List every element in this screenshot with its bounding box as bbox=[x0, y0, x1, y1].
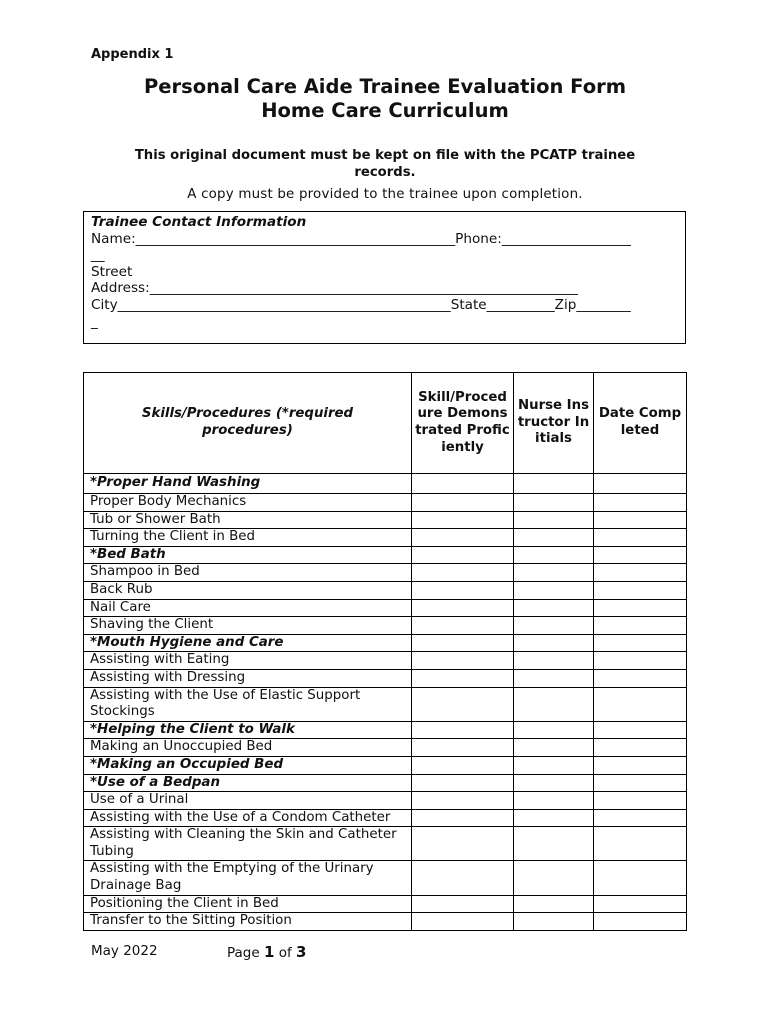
table-row bbox=[84, 564, 687, 582]
skills-table bbox=[83, 372, 687, 931]
initials-cell[interactable] bbox=[514, 529, 594, 547]
initials-cell[interactable] bbox=[514, 895, 594, 913]
table-row bbox=[84, 474, 687, 494]
date-cell[interactable] bbox=[594, 669, 687, 687]
table-row bbox=[84, 721, 687, 739]
demonstrated-cell[interactable] bbox=[412, 792, 514, 810]
skill-label: *Helping the Client to Walk bbox=[84, 721, 412, 739]
table-row bbox=[84, 581, 687, 599]
skill-rows bbox=[84, 474, 687, 931]
table-row bbox=[84, 792, 687, 810]
date-cell[interactable] bbox=[594, 913, 687, 931]
skill-label: *Use of a Bedpan bbox=[84, 774, 412, 792]
initials-cell[interactable] bbox=[514, 739, 594, 757]
demonstrated-cell[interactable] bbox=[412, 669, 514, 687]
date-cell[interactable] bbox=[594, 827, 687, 861]
skill-label: Assisting with the Use of a Condom Catheter bbox=[84, 809, 412, 827]
demonstrated-cell[interactable] bbox=[412, 581, 514, 599]
initials-cell[interactable] bbox=[514, 669, 594, 687]
page-of: of bbox=[278, 945, 292, 961]
initials-cell[interactable] bbox=[514, 652, 594, 670]
date-cell[interactable] bbox=[594, 687, 687, 721]
date-cell[interactable] bbox=[594, 774, 687, 792]
date-cell[interactable] bbox=[594, 494, 687, 512]
table-row bbox=[84, 895, 687, 913]
skill-label: Use of a Urinal bbox=[84, 792, 412, 810]
table-row bbox=[84, 634, 687, 652]
date-cell[interactable] bbox=[594, 809, 687, 827]
initials-cell[interactable] bbox=[514, 581, 594, 599]
date-cell[interactable] bbox=[594, 564, 687, 582]
date-cell[interactable] bbox=[594, 581, 687, 599]
skill-label: Assisting with the Emptying of the Urinary Drainage Bag bbox=[84, 861, 412, 895]
name-phone-wrap: __ bbox=[91, 247, 105, 264]
date-cell[interactable] bbox=[594, 739, 687, 757]
table-row bbox=[84, 546, 687, 564]
demonstrated-cell[interactable] bbox=[412, 687, 514, 721]
table-row bbox=[84, 774, 687, 792]
skill-label: *Mouth Hygiene and Care bbox=[84, 634, 412, 652]
demonstrated-cell[interactable] bbox=[412, 861, 514, 895]
demonstrated-cell[interactable] bbox=[412, 529, 514, 547]
trainee-contact-box bbox=[83, 211, 686, 344]
table-row bbox=[84, 809, 687, 827]
table-row bbox=[84, 617, 687, 635]
demonstrated-cell[interactable] bbox=[412, 739, 514, 757]
demonstrated-cell[interactable] bbox=[412, 494, 514, 512]
date-cell[interactable] bbox=[594, 511, 687, 529]
city-state-zip-field[interactable]: City_________________________________________________State__________Zip________ bbox=[91, 296, 631, 313]
skill-label: Proper Body Mechanics bbox=[84, 494, 412, 512]
date-cell[interactable] bbox=[594, 652, 687, 670]
initials-cell[interactable] bbox=[514, 634, 594, 652]
demonstrated-cell[interactable] bbox=[412, 913, 514, 931]
skill-label: Back Rub bbox=[84, 581, 412, 599]
table-row bbox=[84, 599, 687, 617]
date-cell[interactable] bbox=[594, 756, 687, 774]
initials-cell[interactable] bbox=[514, 809, 594, 827]
initials-cell[interactable] bbox=[514, 792, 594, 810]
header-date-completed: Date Completed bbox=[594, 373, 687, 474]
date-cell[interactable] bbox=[594, 599, 687, 617]
table-row bbox=[84, 669, 687, 687]
initials-cell[interactable] bbox=[514, 564, 594, 582]
demonstrated-cell[interactable] bbox=[412, 774, 514, 792]
table-row bbox=[84, 739, 687, 757]
form-title: Personal Care Aide Trainee Evaluation Form bbox=[143, 75, 627, 98]
initials-cell[interactable] bbox=[514, 861, 594, 895]
date-cell[interactable] bbox=[594, 721, 687, 739]
skill-label: Assisting with Dressing bbox=[84, 669, 412, 687]
skill-label: Shampoo in Bed bbox=[84, 564, 412, 582]
copy-notice: A copy must be provided to the trainee upon completion. bbox=[187, 187, 583, 202]
skill-label: *Making an Occupied Bed bbox=[84, 756, 412, 774]
initials-cell[interactable] bbox=[514, 721, 594, 739]
initials-cell[interactable] bbox=[514, 511, 594, 529]
demonstrated-cell[interactable] bbox=[412, 809, 514, 827]
skill-label: Shaving the Client bbox=[84, 617, 412, 635]
demonstrated-cell[interactable] bbox=[412, 652, 514, 670]
demonstrated-cell[interactable] bbox=[412, 511, 514, 529]
skill-label: *Bed Bath bbox=[84, 546, 412, 564]
address-field[interactable]: Address:_______________________________________________________________ bbox=[91, 280, 578, 297]
name-phone-field[interactable]: Name:_______________________________________________Phone:___________________ bbox=[91, 230, 631, 247]
initials-cell[interactable] bbox=[514, 494, 594, 512]
demonstrated-cell[interactable] bbox=[412, 599, 514, 617]
initials-cell[interactable] bbox=[514, 913, 594, 931]
date-cell[interactable] bbox=[594, 792, 687, 810]
initials-cell[interactable] bbox=[514, 474, 594, 494]
skill-label: Making an Unoccupied Bed bbox=[84, 739, 412, 757]
table-row bbox=[84, 529, 687, 547]
table-row bbox=[84, 827, 687, 861]
date-cell[interactable] bbox=[594, 546, 687, 564]
records-notice: This original document must be kept on file with the PCATP trainee records. bbox=[134, 148, 636, 180]
demonstrated-cell[interactable] bbox=[412, 895, 514, 913]
table-row bbox=[84, 861, 687, 895]
initials-cell[interactable] bbox=[514, 599, 594, 617]
initials-cell[interactable] bbox=[514, 617, 594, 635]
date-cell[interactable] bbox=[594, 474, 687, 494]
demonstrated-cell[interactable] bbox=[412, 721, 514, 739]
skill-label: Nail Care bbox=[84, 599, 412, 617]
demonstrated-cell[interactable] bbox=[412, 474, 514, 494]
demonstrated-cell[interactable] bbox=[412, 617, 514, 635]
demonstrated-cell[interactable] bbox=[412, 634, 514, 652]
appendix-label: Appendix 1 bbox=[91, 47, 174, 62]
skill-label: *Proper Hand Washing bbox=[84, 474, 412, 494]
skill-label: Positioning the Client in Bed bbox=[84, 895, 412, 913]
page-prefix: Page bbox=[227, 945, 260, 961]
initials-cell[interactable] bbox=[514, 827, 594, 861]
street-label: Street bbox=[91, 263, 133, 280]
demonstrated-cell[interactable] bbox=[412, 756, 514, 774]
date-cell[interactable] bbox=[594, 861, 687, 895]
table-row bbox=[84, 511, 687, 529]
skill-label: Tub or Shower Bath bbox=[84, 511, 412, 529]
skill-label: Assisting with Eating bbox=[84, 652, 412, 670]
table-row bbox=[84, 687, 687, 721]
initials-cell[interactable] bbox=[514, 756, 594, 774]
contact-heading: Trainee Contact Information bbox=[91, 214, 307, 230]
demonstrated-cell[interactable] bbox=[412, 546, 514, 564]
skill-label: Assisting with the Use of Elastic Support Stockings bbox=[84, 687, 412, 721]
table-row bbox=[84, 756, 687, 774]
date-cell[interactable] bbox=[594, 617, 687, 635]
date-cell[interactable] bbox=[594, 895, 687, 913]
date-cell[interactable] bbox=[594, 634, 687, 652]
initials-cell[interactable] bbox=[514, 774, 594, 792]
table-header-row bbox=[84, 373, 687, 474]
header-nurse-initials: Nurse Instructor Initials bbox=[514, 373, 594, 474]
table-row bbox=[84, 652, 687, 670]
initials-cell[interactable] bbox=[514, 546, 594, 564]
table-row bbox=[84, 913, 687, 931]
skill-label: Assisting with Cleaning the Skin and Catheter Tubing bbox=[84, 827, 412, 861]
footer-page-number bbox=[227, 943, 306, 961]
form-subtitle: Home Care Curriculum bbox=[261, 99, 509, 122]
table-row bbox=[84, 494, 687, 512]
date-cell[interactable] bbox=[594, 529, 687, 547]
initials-cell[interactable] bbox=[514, 687, 594, 721]
footer-date: May 2022 bbox=[91, 943, 158, 959]
page-current: 1 bbox=[263, 943, 275, 961]
header-demonstrated: Skill/Procedure Demonstrated Proficiently bbox=[412, 373, 514, 474]
skill-label: Transfer to the Sitting Position bbox=[84, 913, 412, 931]
page-total: 3 bbox=[296, 943, 307, 961]
header-skills: Skills/Procedures (*required procedures) bbox=[84, 373, 412, 474]
demonstrated-cell[interactable] bbox=[412, 827, 514, 861]
demonstrated-cell[interactable] bbox=[412, 564, 514, 582]
skill-label: Turning the Client in Bed bbox=[84, 529, 412, 547]
city-wrap: _ bbox=[91, 313, 98, 330]
